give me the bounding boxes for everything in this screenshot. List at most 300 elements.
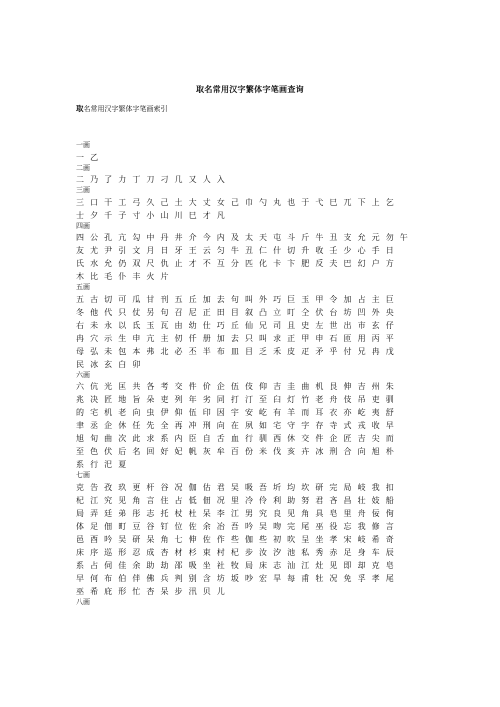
- character: 心: [357, 246, 366, 255]
- character: 吏: [160, 395, 169, 404]
- character: 机: [315, 382, 324, 391]
- character: 了: [104, 175, 113, 184]
- character: 弗: [146, 346, 155, 356]
- page-subtitle-text: 名常用汉字繁体字笔画索引: [83, 105, 168, 113]
- character-row: [76, 209, 436, 222]
- character: 件: [315, 434, 324, 443]
- character: 允: [357, 233, 366, 242]
- character: 占: [357, 294, 366, 304]
- character: 世: [329, 320, 338, 330]
- stroke-section: [76, 186, 436, 222]
- character: 地: [118, 395, 127, 404]
- character: 里: [343, 508, 352, 518]
- character-row: [76, 445, 436, 458]
- character: 臼: [273, 395, 282, 404]
- character: 石: [329, 333, 338, 343]
- character: 吴: [230, 482, 239, 492]
- character: 仞: [174, 333, 183, 343]
- character-row: [76, 293, 436, 306]
- character: 牙: [174, 246, 183, 255]
- character: 杆: [146, 482, 155, 492]
- character: 伏: [104, 447, 113, 456]
- character: 臣: [188, 434, 197, 443]
- character: 汐: [273, 547, 282, 557]
- character: 乎: [329, 346, 338, 356]
- character-row: [76, 257, 436, 270]
- character: 匀: [216, 246, 225, 255]
- character: 方: [385, 259, 394, 268]
- character: 止: [174, 259, 183, 268]
- character: 告: [90, 482, 99, 492]
- character: 矛: [315, 346, 324, 356]
- character: 忘: [343, 521, 352, 531]
- character: 只: [118, 307, 127, 317]
- character: 巾: [244, 197, 253, 207]
- character: 木: [76, 272, 84, 281]
- character: 巧: [216, 320, 225, 330]
- character: 川: [174, 210, 183, 220]
- character: 坊: [216, 573, 225, 583]
- character: 叫: [244, 294, 253, 304]
- character: 甲: [315, 294, 324, 304]
- character: 反: [315, 259, 324, 268]
- character: 呆: [160, 586, 169, 596]
- character: 克: [371, 560, 380, 570]
- section-heading: 五画: [76, 283, 90, 291]
- character: 羊: [287, 408, 296, 417]
- character: 本: [132, 346, 141, 356]
- character: 代: [104, 307, 113, 317]
- character: 些: [259, 534, 268, 544]
- character: 色: [90, 447, 99, 456]
- character: 牛: [230, 246, 239, 255]
- character: 内: [174, 434, 183, 443]
- character: 辰: [385, 547, 394, 557]
- character: 夏: [118, 460, 127, 469]
- character: 卡: [273, 259, 282, 268]
- character: 匠: [343, 434, 352, 443]
- character: 未: [104, 346, 113, 356]
- character: 血: [230, 434, 239, 443]
- character: 他: [90, 307, 99, 317]
- stroke-section: [76, 598, 436, 608]
- character: 百: [230, 447, 239, 456]
- character: 材: [174, 547, 183, 557]
- character-row: [76, 319, 436, 332]
- character: 考: [160, 382, 169, 391]
- character: 研: [315, 482, 324, 492]
- character: 申: [132, 333, 141, 343]
- character: 未: [90, 320, 99, 330]
- character: 在: [230, 421, 239, 430]
- character: 何: [90, 573, 99, 583]
- character: 吹: [287, 534, 296, 544]
- character: 氏: [76, 259, 84, 268]
- character: 里: [230, 495, 239, 505]
- character: 灰: [202, 447, 211, 456]
- character: 步: [174, 586, 183, 596]
- character: 刑: [202, 421, 211, 430]
- character-row: [76, 196, 436, 209]
- character: 机: [104, 408, 113, 417]
- character: 成: [146, 547, 155, 557]
- character: 句: [160, 307, 169, 317]
- character: 良: [273, 508, 282, 518]
- character: 全: [160, 421, 169, 430]
- character: 灯: [287, 395, 296, 404]
- character: 佃: [202, 495, 211, 505]
- character: 幻: [357, 259, 366, 268]
- character: 尼: [188, 307, 197, 317]
- character: 伎: [244, 382, 253, 391]
- character: 吸: [244, 482, 253, 492]
- character: 旭: [76, 434, 84, 443]
- character: 匡: [118, 382, 127, 391]
- character: 凸: [259, 307, 268, 317]
- character: 角: [132, 495, 141, 505]
- character: 行: [244, 434, 253, 443]
- character: 岐: [357, 534, 366, 544]
- character: 寸: [132, 210, 141, 220]
- character: 伴: [132, 573, 141, 583]
- character: 五: [174, 294, 183, 304]
- character-row: [76, 358, 436, 371]
- character: 巨: [385, 294, 394, 304]
- character-row: [76, 332, 436, 345]
- character: 民: [76, 359, 84, 369]
- character: 付: [343, 346, 352, 356]
- character: 令: [329, 294, 338, 304]
- character: 屹: [357, 408, 366, 417]
- character: 互: [216, 259, 225, 268]
- character: 如: [259, 421, 268, 430]
- character: 友: [76, 246, 84, 255]
- character: 再: [174, 421, 183, 430]
- character: 免: [343, 573, 352, 583]
- character: 占: [90, 560, 99, 570]
- character: 勺: [259, 197, 268, 207]
- character: 助: [287, 495, 296, 505]
- character: 上: [371, 197, 380, 207]
- character: 汝: [259, 547, 268, 557]
- section-heading: 八画: [76, 597, 90, 606]
- character: 衣: [329, 408, 338, 417]
- character: 吉: [273, 382, 282, 391]
- character: 忙: [132, 586, 141, 596]
- character: 夙: [244, 421, 253, 430]
- character: 公: [90, 233, 99, 242]
- character: 子: [118, 210, 127, 220]
- character: 牡: [315, 573, 324, 583]
- character: 伽: [244, 534, 253, 544]
- character: 禾: [273, 346, 282, 356]
- character-row: [76, 173, 436, 186]
- character: 巧: [273, 294, 282, 304]
- character: 巳: [188, 210, 197, 220]
- character: 吵: [244, 573, 253, 583]
- character: 加: [343, 294, 352, 304]
- character: 完: [329, 482, 338, 492]
- page-subtitle-lead: 取: [76, 104, 84, 113]
- character: 价: [202, 382, 211, 391]
- character: 杏: [146, 586, 155, 596]
- character: 屯: [273, 233, 282, 242]
- character: 打: [230, 395, 239, 404]
- character: 初: [273, 534, 282, 544]
- character: 床: [76, 547, 84, 557]
- character: 手: [371, 246, 380, 255]
- character: 及: [230, 233, 239, 242]
- character: 生: [118, 333, 127, 343]
- character: 含: [202, 573, 211, 583]
- character: 谷: [160, 482, 169, 492]
- character: 牛: [315, 233, 324, 242]
- character: 氐: [132, 320, 141, 330]
- character: 艮: [329, 382, 338, 391]
- character: 乃: [90, 175, 99, 184]
- character: 甫: [301, 573, 310, 583]
- character: 佐: [202, 534, 211, 544]
- character: 六: [76, 382, 84, 391]
- character: 即: [343, 560, 352, 570]
- character: 什: [273, 246, 282, 255]
- character: 兄: [259, 320, 268, 330]
- character: 舒: [385, 408, 394, 417]
- character: 介: [188, 233, 197, 242]
- character: 兵: [160, 573, 169, 583]
- character: 而: [385, 434, 394, 443]
- character: 酉: [90, 534, 99, 544]
- character: 希: [371, 534, 380, 544]
- character: 玄: [371, 320, 380, 330]
- character: 形: [118, 547, 127, 557]
- character: 局: [343, 482, 352, 492]
- stroke-index: [76, 141, 436, 607]
- character: 引: [118, 246, 127, 255]
- character: 企: [329, 434, 338, 443]
- page-title: 取名常用汉字繁体字笔画查询: [196, 85, 304, 94]
- character: 妃: [174, 447, 183, 456]
- character: 皮: [287, 346, 296, 356]
- character-row: [76, 270, 436, 283]
- character: 呈: [301, 534, 310, 544]
- character: 凡: [216, 210, 225, 220]
- character: 加: [202, 294, 211, 304]
- stroke-section: [76, 164, 436, 187]
- character: 寺: [329, 421, 338, 430]
- character: 山: [160, 210, 169, 220]
- character: 池: [287, 547, 296, 557]
- character: 冉: [76, 333, 84, 343]
- character: 分: [230, 259, 239, 268]
- character: 丸: [273, 197, 282, 207]
- character: 因: [216, 408, 225, 417]
- character-row: [76, 585, 436, 598]
- character: 孝: [329, 534, 338, 544]
- character: 些: [230, 534, 239, 544]
- character: 去: [230, 333, 239, 343]
- character: 立: [273, 307, 282, 317]
- character: 冲: [188, 421, 197, 430]
- character: 汀: [244, 395, 253, 404]
- character: 利: [273, 495, 282, 505]
- character: 局: [244, 560, 253, 570]
- character: 守: [287, 421, 296, 430]
- character: 床: [259, 560, 268, 570]
- character: 市: [357, 320, 366, 330]
- character: 先: [146, 421, 155, 430]
- character: 汕: [287, 560, 296, 570]
- character: 乏: [259, 346, 268, 356]
- character-row: [76, 494, 436, 507]
- character: 久: [146, 197, 155, 207]
- character: 穴: [90, 333, 99, 343]
- character: 丕: [188, 346, 197, 356]
- character: 水: [90, 259, 99, 268]
- character: 白: [118, 359, 127, 369]
- character: 丁: [132, 175, 141, 184]
- character: 卉: [301, 447, 310, 456]
- character: 三: [76, 197, 84, 207]
- character: 四: [76, 233, 84, 242]
- character: 孜: [104, 482, 113, 492]
- character: 况: [216, 495, 225, 505]
- character: 匹: [244, 259, 253, 268]
- character: 井: [174, 233, 183, 242]
- character-row: [76, 393, 436, 406]
- character: 庇: [104, 586, 113, 596]
- character: 的: [76, 408, 84, 417]
- section-heading: 一画: [76, 141, 90, 149]
- character: 凹: [357, 307, 366, 317]
- character: 伸: [343, 382, 352, 391]
- character: 伊: [160, 408, 169, 417]
- character: 干: [104, 197, 113, 207]
- character: 内: [216, 233, 225, 242]
- character-row: [76, 458, 436, 471]
- character: 判: [174, 573, 183, 583]
- character: 另: [146, 307, 155, 317]
- character: 壮: [357, 495, 366, 505]
- character: 谷: [146, 521, 155, 531]
- character: 太: [244, 233, 253, 242]
- character: 兄: [357, 346, 366, 356]
- character: 勿: [385, 233, 394, 242]
- character: 仝: [301, 307, 310, 317]
- character: 叫: [259, 333, 268, 343]
- character: 序: [90, 547, 99, 557]
- character: 虫: [146, 408, 155, 417]
- section-heading: 二画: [76, 163, 90, 172]
- character: 司: [273, 320, 282, 330]
- character: 余: [202, 521, 211, 531]
- character: 坐: [202, 560, 211, 570]
- character: 系: [76, 460, 84, 469]
- character: 均: [287, 482, 296, 492]
- character: 助: [146, 560, 155, 570]
- character: 己: [160, 197, 169, 207]
- character: 示: [104, 333, 113, 343]
- character: 回: [146, 447, 155, 456]
- character: 别: [188, 573, 197, 583]
- character: 角: [160, 534, 169, 544]
- character: 瓦: [160, 320, 169, 330]
- character-row: [76, 481, 436, 494]
- character: 托: [160, 508, 169, 518]
- character: 瓜: [132, 294, 141, 304]
- character: 大: [188, 197, 197, 207]
- character: 半: [202, 346, 211, 356]
- character: 王: [188, 246, 197, 255]
- character: 丹: [160, 233, 169, 242]
- character: 云: [202, 246, 211, 255]
- character: 壬: [329, 246, 338, 255]
- character: 劣: [202, 395, 211, 404]
- character: 巴: [343, 259, 352, 268]
- character: 好: [160, 447, 169, 456]
- character: 加: [216, 333, 225, 343]
- character: 升: [301, 246, 310, 255]
- character: 弟: [118, 508, 127, 518]
- character: 仁: [259, 246, 268, 255]
- character: 才: [188, 259, 197, 268]
- character: 冰: [315, 447, 324, 456]
- character: 朱: [385, 382, 394, 391]
- character: 交: [174, 382, 183, 391]
- character: 吾: [259, 482, 268, 492]
- character: 兆: [76, 395, 84, 404]
- character: 兀: [343, 197, 352, 207]
- character: 奇: [385, 534, 394, 544]
- character: 秀: [315, 547, 324, 557]
- character: 吴: [259, 521, 268, 531]
- character: 休: [287, 434, 296, 443]
- character: 坎: [301, 482, 310, 492]
- character: 聿: [76, 421, 84, 430]
- character: 今: [202, 233, 211, 242]
- character: 研: [132, 534, 141, 544]
- character: 曲: [301, 382, 310, 391]
- character: 后: [118, 447, 127, 456]
- character: 尖: [371, 434, 380, 443]
- character: 伶: [259, 495, 268, 505]
- character: 同: [216, 395, 225, 404]
- character: 杞: [76, 495, 84, 505]
- character: 至: [259, 395, 268, 404]
- character: 见: [118, 495, 127, 505]
- character: 江: [230, 508, 239, 518]
- character: 町: [118, 521, 127, 531]
- character: 正: [202, 307, 211, 317]
- character: 驯: [259, 434, 268, 443]
- character: 究: [259, 508, 268, 518]
- character: 士: [76, 210, 84, 220]
- character: 孔: [104, 233, 113, 242]
- character: 土: [174, 197, 183, 207]
- character: 出: [343, 320, 352, 330]
- character: 丈: [202, 197, 211, 207]
- character: 克: [76, 482, 84, 492]
- character: 牧: [230, 560, 239, 570]
- character: 决: [90, 395, 99, 404]
- character: 刊: [160, 294, 169, 304]
- character: 宇: [230, 408, 239, 417]
- character: 求: [146, 434, 155, 443]
- character: 外: [259, 294, 268, 304]
- character: 仇: [160, 259, 169, 268]
- character: 佐: [188, 521, 197, 531]
- stroke-section: [76, 283, 436, 371]
